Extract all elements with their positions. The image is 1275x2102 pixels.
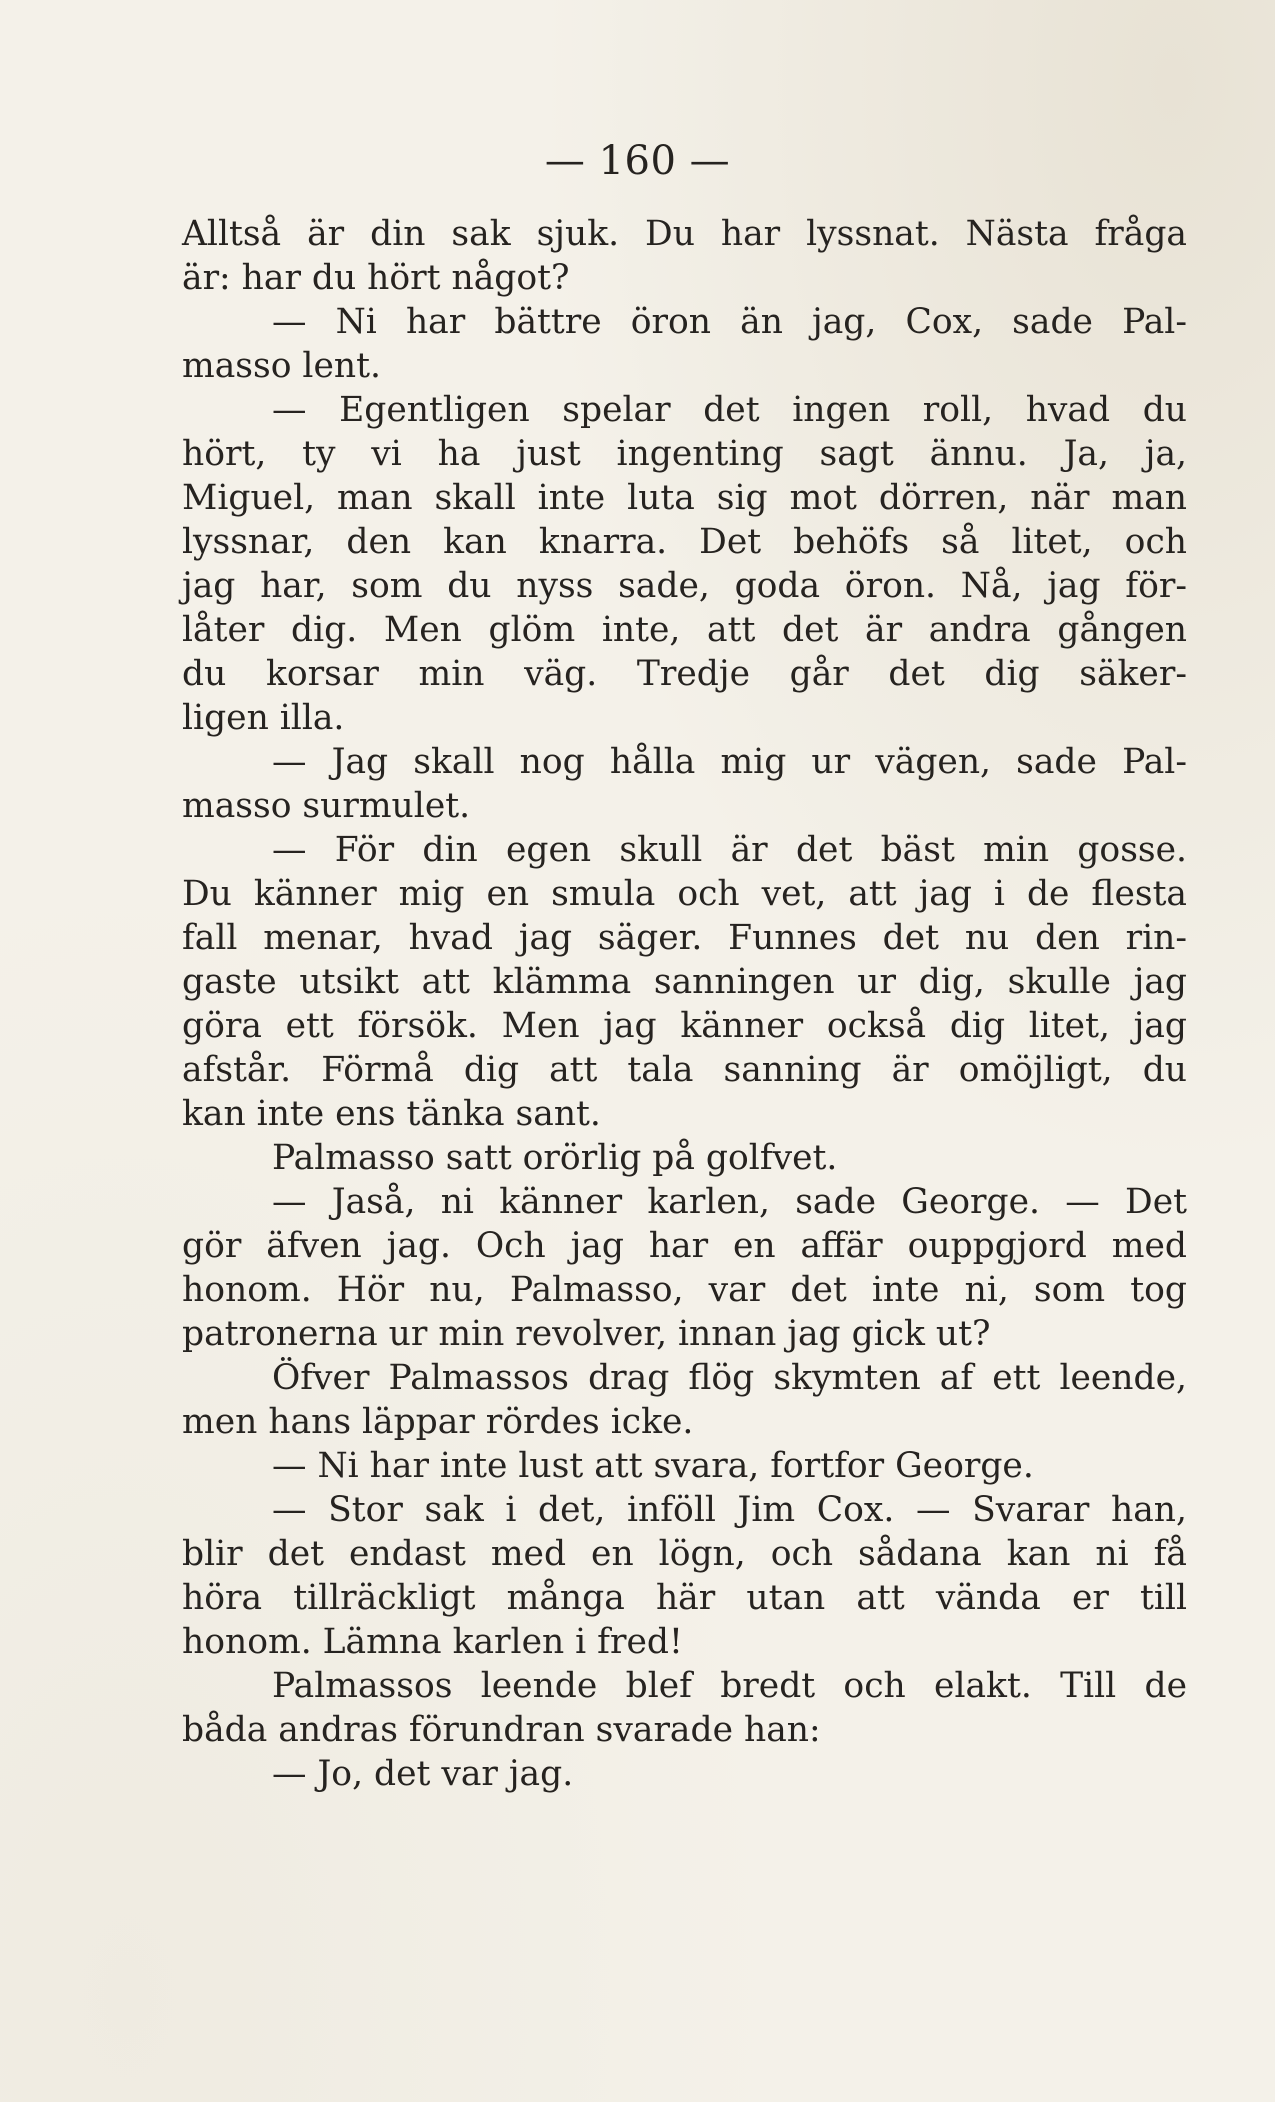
text-line: låter dig. Men glöm inte, att det är andra gången (182, 610, 1187, 650)
text-line: är: har du hört något? (182, 258, 570, 298)
text-line: du korsar min väg. Tredje går det dig säker- (182, 654, 1187, 694)
text-line: — Jo, det var jag. (272, 1754, 574, 1794)
text-line: — Stor sak i det, inföll Jim Cox. — Svarar han, (272, 1490, 1187, 1530)
text-line: — För din egen skull är det bäst min gosse. (272, 830, 1187, 870)
text-line: patronerna ur min revolver, innan jag gick ut? (182, 1314, 991, 1354)
text-line: fall menar, hvad jag säger. Funnes det nu den rin- (182, 918, 1187, 958)
text-line: men hans läppar rördes icke. (182, 1402, 694, 1442)
text-line: Palmasso satt orörlig på golfvet. (272, 1138, 838, 1178)
text-line: masso surmulet. (182, 786, 471, 826)
text-line: Du känner mig en smula och vet, att jag i de flesta (182, 874, 1187, 914)
text-line: honom. Hör nu, Palmasso, var det inte ni, som tog (182, 1270, 1187, 1310)
text-line: hört, ty vi ha just ingenting sagt ännu. Ja, ja, (182, 434, 1187, 474)
text-line: honom. Lämna karlen i fred! (182, 1622, 683, 1662)
text-line: Palmassos leende blef bredt och elakt. Till de (272, 1666, 1187, 1706)
text-line: höra tillräckligt många här utan att vända er till (182, 1578, 1187, 1618)
text-line: — Ni har bättre öron än jag, Cox, sade Pal- (272, 302, 1187, 342)
text-line: Öfver Palmassos drag flög skymten af ett leende, (272, 1358, 1187, 1398)
text-line: gör äfven jag. Och jag har en affär ouppgjord med (182, 1226, 1187, 1266)
text-line: göra ett försök. Men jag känner också dig litet, jag (182, 1006, 1187, 1046)
text-line: — Egentligen spelar det ingen roll, hvad du (272, 390, 1187, 430)
text-line: jag har, som du nyss sade, goda öron. Nå, jag för- (182, 566, 1187, 606)
text-line: — Ni har inte lust att svara, fortfor George. (272, 1446, 1034, 1486)
text-line: blir det endast med en lögn, och sådana kan ni få (182, 1534, 1187, 1574)
text-line: båda andras förundran svarade han: (182, 1710, 821, 1750)
text-line: gaste utsikt att klämma sanningen ur dig, skulle jag (182, 962, 1187, 1002)
body-text (182, 212, 1187, 1796)
text-line: afstår. Förmå dig att tala sanning är omöjligt, du (182, 1050, 1187, 1090)
text-line: — Jag skall nog hålla mig ur vägen, sade Pal- (272, 742, 1187, 782)
text-line: Miguel, man skall inte luta sig mot dörren, när man (182, 478, 1187, 518)
text-line: lyssnar, den kan knarra. Det behöfs så litet, och (182, 522, 1187, 562)
text-line: Alltså är din sak sjuk. Du har lyssnat. Nästa fråga (182, 214, 1187, 254)
text-line: — Jaså, ni känner karlen, sade George. — Det (272, 1182, 1187, 1222)
page-number: — 160 — (544, 138, 731, 184)
text-line: ligen illa. (182, 698, 345, 738)
text-line: masso lent. (182, 346, 381, 386)
text-line: kan inte ens tänka sant. (182, 1094, 601, 1134)
